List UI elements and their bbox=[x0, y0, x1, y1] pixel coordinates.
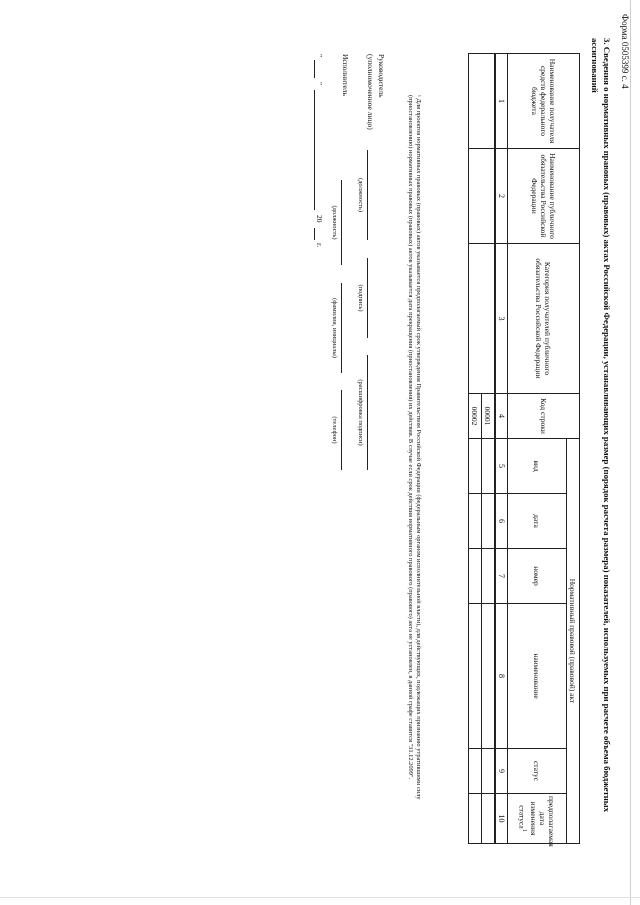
date-quote-open: " bbox=[315, 54, 324, 58]
column-number: 5 bbox=[495, 439, 508, 494]
cell-number bbox=[469, 549, 482, 604]
head-decoding-line bbox=[367, 355, 368, 470]
cell-recipient-name bbox=[469, 54, 496, 149]
column-number: 2 bbox=[495, 149, 508, 244]
head-position-caption: (должность) bbox=[357, 177, 364, 213]
header-status: статус bbox=[508, 749, 567, 794]
executor-position-line bbox=[341, 180, 342, 265]
header-public-obligation-name: Наименование публичного обязательства Российской Федерации bbox=[508, 149, 580, 244]
executor-name-caption: (фамилия, инициалы) bbox=[331, 298, 338, 358]
header-normative-act-group: Нормативный правовой (правовой) акт bbox=[567, 439, 580, 844]
head-signature-caption: (подпись) bbox=[357, 284, 364, 312]
cell-line-code: 00001 bbox=[482, 394, 496, 439]
header-date: дата bbox=[508, 494, 567, 549]
cell-planned-date bbox=[482, 794, 496, 844]
head-decoding-caption: (расшифровка подписи) bbox=[357, 379, 364, 446]
cell-public-obligation-name bbox=[469, 149, 496, 244]
date-quote-close: " bbox=[315, 82, 324, 86]
footnote-marker: 1 bbox=[521, 828, 529, 832]
head-label: Руководитель bbox=[377, 54, 386, 98]
cell-number bbox=[482, 549, 496, 604]
header-recipient-category: Категория получателей публичного обязательства Российской Федерации bbox=[508, 244, 580, 394]
header-number: номер bbox=[508, 549, 567, 604]
cell-recipient-category bbox=[469, 244, 496, 394]
executor-phone-line bbox=[341, 390, 342, 470]
date-year-prefix: 20 bbox=[315, 215, 324, 223]
normative-acts-table bbox=[468, 53, 580, 847]
column-number: 3 bbox=[495, 244, 508, 394]
executor-label: Исполнитель bbox=[341, 54, 350, 96]
column-number: 7 bbox=[495, 549, 508, 604]
header-name: наименование bbox=[508, 604, 567, 749]
cell-name bbox=[482, 604, 496, 749]
header-line-code: Код строки bbox=[508, 394, 580, 439]
cell-date bbox=[482, 494, 496, 549]
column-number: 4 bbox=[495, 394, 508, 439]
footnote: ¹ Для проектов нормативных правовых (правовых) актов указывается предполагаемый срок утверждения Правительством Российской Федерации (федеральным органом исполнительной власти), для действующих, подлежащих признанию утратившими силу (приостановлению) нормативных правовых (правовых) актов указывается дата прекращения (приостановления) их действия. В случае если срок действия нормативного правового (правового) акта не установлен, в данной графе ставится "31.12.2099". bbox=[407, 95, 422, 800]
executor-phone-caption: (телефон) bbox=[331, 416, 338, 444]
executor-name-line bbox=[341, 283, 342, 373]
header-type: вид bbox=[508, 439, 567, 494]
header-planned-date-text: предполагаемая дата изменения статуса bbox=[517, 796, 557, 847]
date-day-line bbox=[314, 60, 315, 78]
section-title: 3. Сведения о нормативных правовых (правовых) актах Российской Федерации, устанавливающих размер (порядок расчета размера) показателей, используемых при расчете объема бюджетных ассигнований bbox=[590, 38, 612, 813]
head-signature-line bbox=[367, 258, 368, 338]
executor-position-caption: (должность) bbox=[331, 205, 338, 240]
date-month-line bbox=[314, 90, 315, 210]
column-number: 10 bbox=[495, 794, 508, 844]
column-number: 9 bbox=[495, 749, 508, 794]
cell-name bbox=[469, 604, 482, 749]
cell-date bbox=[469, 494, 482, 549]
header-recipient-name: Наименование получателя средств федерального бюджета bbox=[508, 54, 580, 149]
column-number: 8 bbox=[495, 604, 508, 749]
date-year-line bbox=[314, 228, 315, 240]
cell-planned-date bbox=[469, 794, 482, 844]
column-number: 1 bbox=[495, 54, 508, 149]
cell-status bbox=[482, 749, 496, 794]
head-position-line bbox=[367, 150, 368, 240]
cell-status bbox=[469, 749, 482, 794]
table-row bbox=[482, 54, 496, 844]
date-year-suffix: г. bbox=[315, 243, 324, 248]
header-planned-date bbox=[508, 794, 567, 847]
form-code: Форма 0505399 с. 4 bbox=[620, 14, 630, 89]
column-number: 6 bbox=[495, 494, 508, 549]
cell-type bbox=[482, 439, 496, 494]
cell-type bbox=[469, 439, 482, 494]
head-sub-label: (уполномоченное лицо) bbox=[366, 54, 375, 130]
cell-line-code: 00002 bbox=[469, 394, 482, 439]
